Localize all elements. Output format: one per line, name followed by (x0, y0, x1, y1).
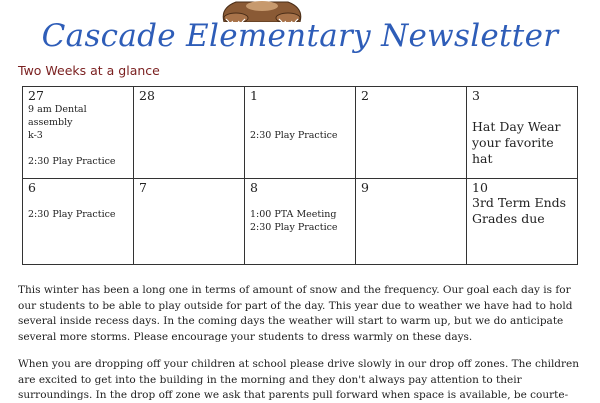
day-number: 9 (361, 180, 369, 195)
event-text: 2:30 Play Practice (250, 222, 338, 233)
event-spacer (472, 103, 572, 119)
calendar-day (467, 179, 578, 265)
event-note: 3rd Term Ends Grades due (472, 195, 567, 226)
calendar-subtitle: Two Weeks at a glance (18, 63, 160, 78)
day-number: 2 (361, 88, 369, 103)
two-week-calendar (22, 86, 578, 265)
paragraph-drop-off: When you are dropping off your children at school please drive slowly in our drop off zones. The children are excited to get into the building in the morning and they don't always pay attention to their surroundings. In the drop off zone we ask that parents pull forward when space is available, be courte- (18, 358, 580, 401)
event-text: 2:30 Play Practice (250, 130, 338, 141)
event-text: 2:30 Play Practice (28, 209, 116, 220)
event-note: Hat Day Wear your favorite hat (472, 119, 561, 166)
event-spacer (250, 103, 350, 116)
calendar-day (356, 179, 467, 265)
day-number: 1 (250, 88, 258, 103)
event-spacer (250, 195, 350, 208)
newsletter-title: Cascade Elementary Newsletter (41, 18, 559, 54)
day-number: 28 (139, 88, 155, 103)
calendar-day (23, 87, 134, 179)
paragraph-winter-weather: This winter has been a long one in terms of amount of snow and the frequency. Our goal each day is for our students to be able to play outside for part of the day. This year due to weather we have had to hold several inside recess days. In the coming days the weather will start to warm up, but we do anticipate several more storms. Please encourage your students to dress warmly on these days. (18, 284, 573, 343)
day-number: 7 (139, 180, 147, 195)
calendar-day (134, 179, 245, 265)
day-number: 8 (250, 180, 258, 195)
event-spacer (28, 142, 128, 155)
event-text: k-3 (28, 130, 43, 141)
day-number: 10 (472, 180, 488, 195)
event-spacer (28, 195, 128, 208)
event-spacer (250, 116, 350, 129)
calendar-week-1 (23, 87, 578, 179)
day-number: 6 (28, 180, 36, 195)
day-number: 3 (472, 88, 480, 103)
event-text: 2:30 Play Practice (28, 156, 116, 167)
calendar-week-2 (23, 179, 578, 265)
calendar-day (356, 87, 467, 179)
calendar-day (134, 87, 245, 179)
event-text: 1:00 PTA Meeting (250, 209, 337, 220)
calendar-day (467, 87, 578, 179)
calendar-day (245, 87, 356, 179)
calendar-day (245, 179, 356, 265)
day-number: 27 (28, 88, 44, 103)
event-text: 9 am Dental assembly (28, 104, 87, 128)
calendar-day (23, 179, 134, 265)
